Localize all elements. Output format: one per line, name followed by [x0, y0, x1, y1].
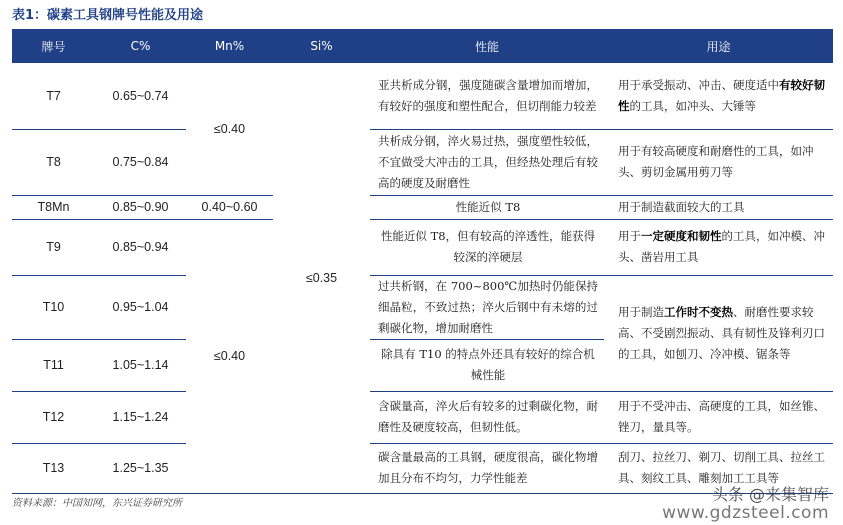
grade-cell: T11: [12, 339, 95, 391]
grade-cell: T12: [12, 391, 95, 443]
performance-cell: 含碳量高，淬火后有较多的过剩碳化物，耐磨性及硬度较高，但韧性低。: [370, 391, 604, 443]
usage-emphasis: 一定硬度和韧性: [641, 229, 722, 243]
performance-cell: 性能近似 T8，但有较高的淬透性，能获得较深的淬硬层: [370, 219, 604, 275]
manganese-cell: ≤0.40: [186, 63, 273, 195]
table-row: [12, 195, 833, 219]
manganese-cell: ≤0.40: [186, 219, 273, 493]
usage-cell: 刮刀、拉丝刀、剃刀、切削工具、拉丝工具、刻纹工具、雕刻加工工具等: [604, 443, 833, 493]
carbon-cell: 0.85~0.90: [95, 195, 186, 219]
usage-cell: 用于制造截面较大的工具: [604, 195, 833, 219]
table-row: [12, 219, 833, 275]
watermark-text: 头条 @来集智库: [711, 485, 829, 504]
grade-cell: T13: [12, 443, 95, 493]
header-silicon: Si%: [273, 29, 370, 63]
performance-cell: 过共析钢，在 700~800℃加热时仍能保持细晶粒，不致过热；淬火后钢中有未熔的过剩碳化物，增加耐磨性: [370, 275, 604, 339]
usage-cell: [604, 63, 833, 129]
performance-cell: 性能近似 T8: [370, 195, 604, 219]
usage-cell: [604, 219, 833, 275]
performance-cell: 除具有 T10 的特点外还具有较好的综合机械性能: [370, 339, 604, 391]
header-usage: 用途: [604, 29, 833, 63]
header-grade: 牌号: [12, 29, 95, 63]
performance-cell: 亚共析成分钢，强度随碳含量增加而增加，有较好的强度和塑性配合，但切削能力较差: [370, 63, 604, 129]
usage-text: 的工具，如冲头、大锤等: [629, 98, 756, 113]
grade-cell: T8: [12, 129, 95, 195]
usage-cell: [604, 275, 833, 391]
carbon-cell: 1.15~1.24: [95, 391, 186, 443]
carbon-cell: 0.75~0.84: [95, 129, 186, 195]
source-note: 资料来源：中国知网，东兴证券研究所: [12, 498, 182, 509]
usage-cell: 用于有较高硬度和耐磨性的工具，如冲头、剪切金属用剪刀等: [604, 129, 833, 195]
carbon-cell: 1.25~1.35: [95, 443, 186, 493]
table-row: [12, 391, 833, 443]
table-row: [12, 63, 833, 129]
header-carbon: C%: [95, 29, 186, 63]
carbon-tool-steel-table: [12, 29, 833, 494]
carbon-cell: 0.85~0.94: [95, 219, 186, 275]
usage-emphasis: 工作时不变热: [664, 304, 733, 319]
usage-text: 的工具，如冲模、冲头、凿岩用工具: [618, 229, 825, 264]
grade-cell: T10: [12, 275, 95, 339]
header-manganese: Mn%: [186, 29, 273, 63]
usage-text: 用于承受振动、冲击、硬度适中: [618, 77, 779, 92]
usage-text: 、耐磨性要求较高、不受剧烈振动、具有韧性及锋利刃口的工具，如刨刀、冷冲模、锯条等: [618, 304, 825, 361]
usage-text: 用于制造: [618, 304, 664, 319]
performance-cell: 碳含量最高的工具钢，硬度很高，碳化物增加且分布不均匀，力学性能差: [370, 443, 604, 493]
usage-cell: 用于不受冲击、高硬度的工具，如丝锥、锉刀，量具等。: [604, 391, 833, 443]
usage-text: 用于: [618, 229, 641, 243]
carbon-cell: 0.65~0.74: [95, 63, 186, 129]
grade-cell: T8Mn: [12, 195, 95, 219]
silicon-cell: ≤0.35: [273, 63, 370, 493]
grade-cell: T9: [12, 219, 95, 275]
performance-cell: 共析成分钢，淬火易过热，强度塑性较低，不宜做受大冲击的工具，但经热处理后有较高的硬度及耐磨性: [370, 129, 604, 195]
usage-emphasis: 有较好韧性: [618, 77, 825, 113]
table-header-row: [12, 29, 833, 63]
table-caption: 表1：碳素工具钢牌号性能及用途: [12, 8, 204, 23]
table-row: [12, 443, 833, 493]
manganese-cell: 0.40~0.60: [186, 195, 273, 219]
grade-cell: T7: [12, 63, 95, 129]
watermark-url: www.gdzsteel.com: [662, 503, 829, 523]
header-performance: 性能: [370, 29, 604, 63]
table-row: [12, 129, 833, 195]
carbon-cell: 0.95~1.04: [95, 275, 186, 339]
carbon-cell: 1.05~1.14: [95, 339, 186, 391]
table-row: [12, 275, 833, 339]
